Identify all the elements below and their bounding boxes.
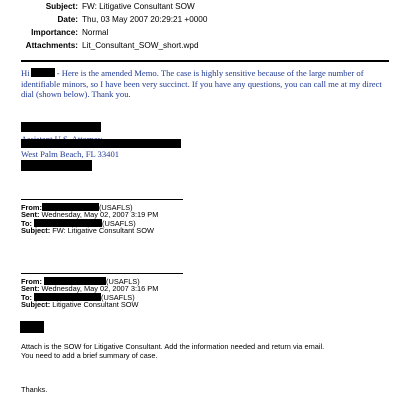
forward1-to-label: To:	[21, 219, 32, 228]
importance-label: Importance:	[31, 28, 78, 37]
subject-value: FW: Litigative Consultant SOW	[82, 2, 195, 11]
forward2-to-org: (USAFLS)	[101, 293, 135, 302]
forward1-divider	[21, 199, 183, 200]
message-body	[21, 68, 391, 100]
forward1-subject-label: Subject:	[21, 226, 51, 235]
message-text: - Here is the amended Memo. The case is highly sensitive because of the large number of identifiable minors, so I have been very succinct. If you have any questions, you can call me at my direct dial (shown below). Thank you.	[21, 68, 382, 100]
date-label: Date:	[57, 15, 78, 24]
forward2-subject	[21, 301, 138, 310]
forward2-from-label: From:	[21, 277, 42, 286]
forward1-from-org: (USAFLS)	[98, 203, 133, 212]
header-subject-row	[0, 2, 400, 12]
forward2-sent-value: Wednesday, May 02, 2007 3:16 PM	[41, 284, 159, 293]
signature-city: West Palm Beach, FL 33401	[21, 149, 120, 159]
forward1-sent-label: Sent:	[21, 210, 40, 219]
subject-label: Subject:	[45, 2, 78, 11]
message-greeting: Hi	[21, 68, 30, 78]
header-date-row	[0, 15, 400, 25]
forward2-divider	[21, 273, 183, 274]
attachments-value[interactable]: Lit_Consultant_SOW_short.wpd	[82, 41, 199, 50]
redacted-addressee	[20, 321, 44, 333]
forward1-subject-value: FW: Litigative Consultant SOW	[52, 226, 154, 235]
header-attachments-row	[0, 41, 400, 51]
forward2-from-org: (USAFLS)	[106, 277, 140, 286]
redacted-name	[31, 68, 55, 77]
date-value: Thu, 03 May 2007 20:29:21 +0000	[82, 15, 208, 24]
forward2-subject-label: Subject:	[21, 300, 51, 309]
forward2-to-label: To:	[21, 293, 32, 302]
body2-line2: You need to add a brief summary of case.	[21, 351, 158, 360]
redacted-signature-phone	[21, 160, 92, 171]
forward1-to-org: (USAFLS)	[102, 219, 136, 228]
forward1-subject	[21, 227, 154, 236]
importance-value: Normal	[82, 28, 109, 37]
forward1-sent-value: Wednesday, May 02, 2007 3:19 PM	[41, 210, 159, 219]
header-divider	[21, 60, 389, 62]
redacted-signature-name	[21, 122, 101, 132]
redacted-signature-address	[21, 139, 181, 148]
body2-closing: Thanks.	[21, 385, 48, 394]
body2-line1: Attach is the SOW for Litigative Consultant. Add the information needed and return via email.	[21, 342, 325, 351]
forward2-sent-label: Sent:	[21, 284, 40, 293]
header-importance-row	[0, 28, 400, 38]
attachments-label: Attachments:	[25, 41, 78, 50]
forward1-from-label: From:	[21, 203, 42, 212]
forward2-subject-value: Litigative Consultant SOW	[52, 300, 139, 309]
